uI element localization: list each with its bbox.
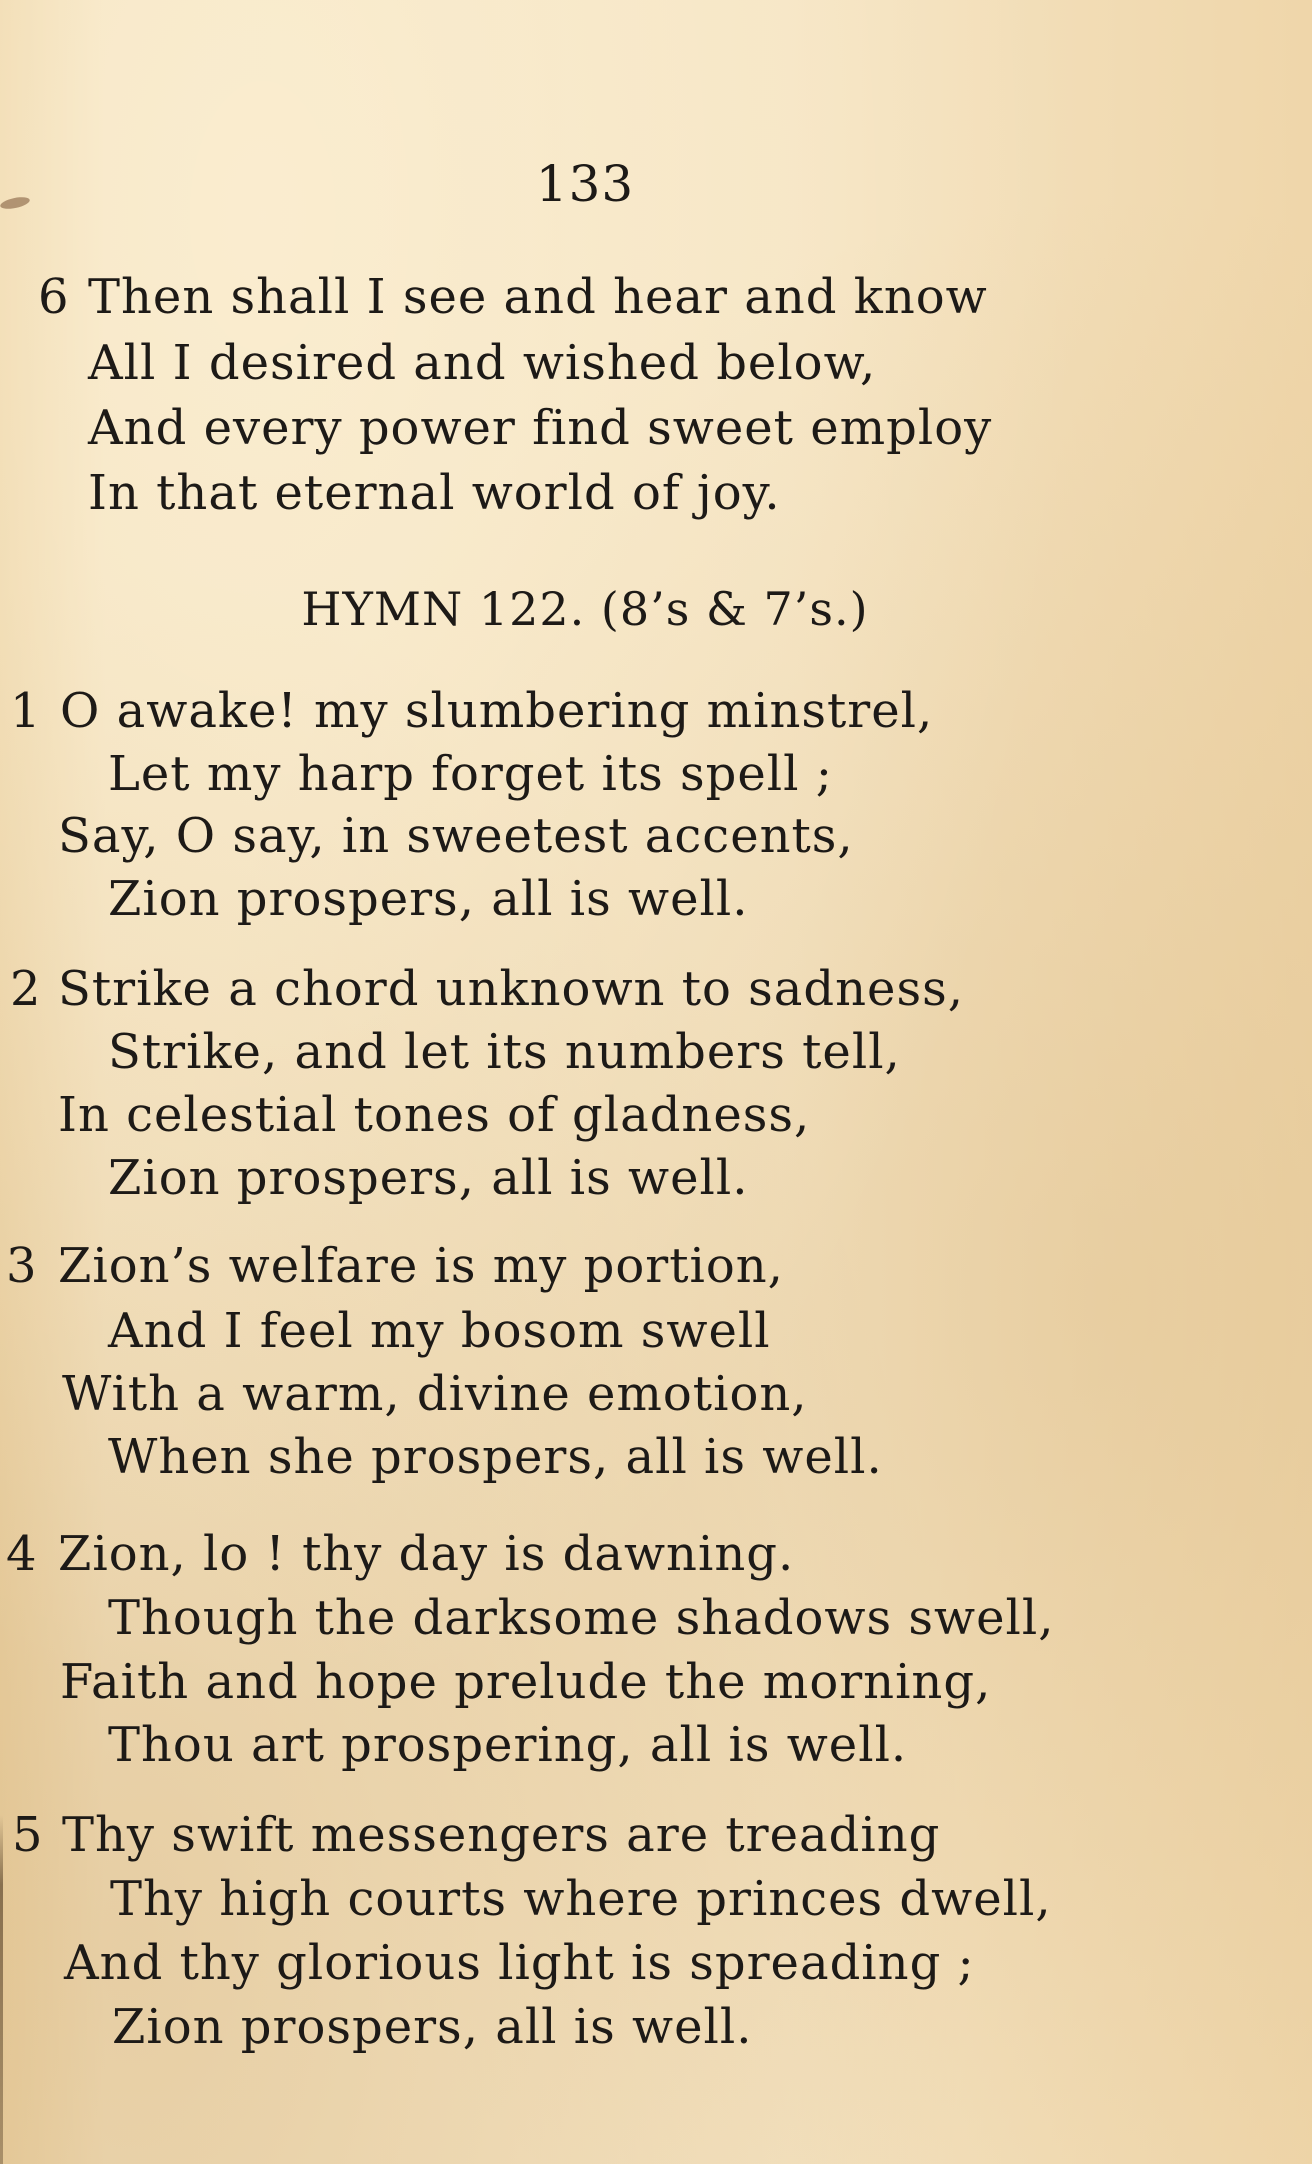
stanza-line: And every power find sweet employ — [88, 400, 993, 456]
stanza-number: 6 — [38, 269, 69, 325]
stanza-number: 1 — [10, 683, 41, 739]
stanza-line: Let my harp forget its spell ; — [108, 746, 833, 802]
stanza-line: Zion, lo ! thy day is dawning. — [58, 1526, 795, 1582]
stanza-line: Though the darksome shadows swell, — [108, 1590, 1055, 1646]
stanza-line: Say, O say, in sweetest accents, — [58, 808, 854, 864]
stanza-line: Zion prospers, all is well. — [108, 1150, 749, 1206]
stanza-line: And thy glorious light is spreading ; — [64, 1935, 975, 1991]
stanza-line: O awake! my slumbering minstrel, — [60, 683, 934, 739]
stanza-number: 5 — [12, 1807, 43, 1863]
stanza-line: Zion prospers, all is well. — [112, 1999, 753, 2055]
stanza-line: All I desired and wished below, — [88, 335, 877, 391]
stanza-line: Zion’s welfare is my portion, — [58, 1238, 784, 1294]
stanza-line: In that eternal world of joy. — [88, 465, 781, 521]
stanza-number: 4 — [6, 1526, 37, 1582]
hymn-title: HYMN 122. (8’s & 7’s.) — [301, 582, 869, 636]
stanza-number: 2 — [10, 961, 41, 1017]
stanza-line: Thy swift messengers are treading — [62, 1807, 941, 1863]
stanza-line: And I feel my bosom swell — [108, 1303, 771, 1359]
stanza-number: 3 — [6, 1238, 37, 1294]
stanza-line: Zion prospers, all is well. — [108, 871, 749, 927]
page-number: 133 — [535, 155, 635, 213]
stanza-line: In celestial tones of gladness, — [58, 1087, 811, 1143]
page-edge-mark — [0, 1815, 3, 2164]
stanza-line: When she prospers, all is well. — [108, 1429, 883, 1485]
stanza-line: Thy high courts where princes dwell, — [110, 1871, 1052, 1927]
stanza-line: Then shall I see and hear and know — [88, 269, 988, 325]
stanza-line: With a warm, divine emotion, — [62, 1366, 808, 1422]
stanza-line: Strike a chord unknown to sadness, — [58, 961, 964, 1017]
stanza-line: Strike, and let its numbers tell, — [108, 1024, 901, 1080]
stanza-line: Thou art prospering, all is well. — [108, 1717, 908, 1773]
stanza-line: Faith and hope prelude the morning, — [60, 1654, 992, 1710]
